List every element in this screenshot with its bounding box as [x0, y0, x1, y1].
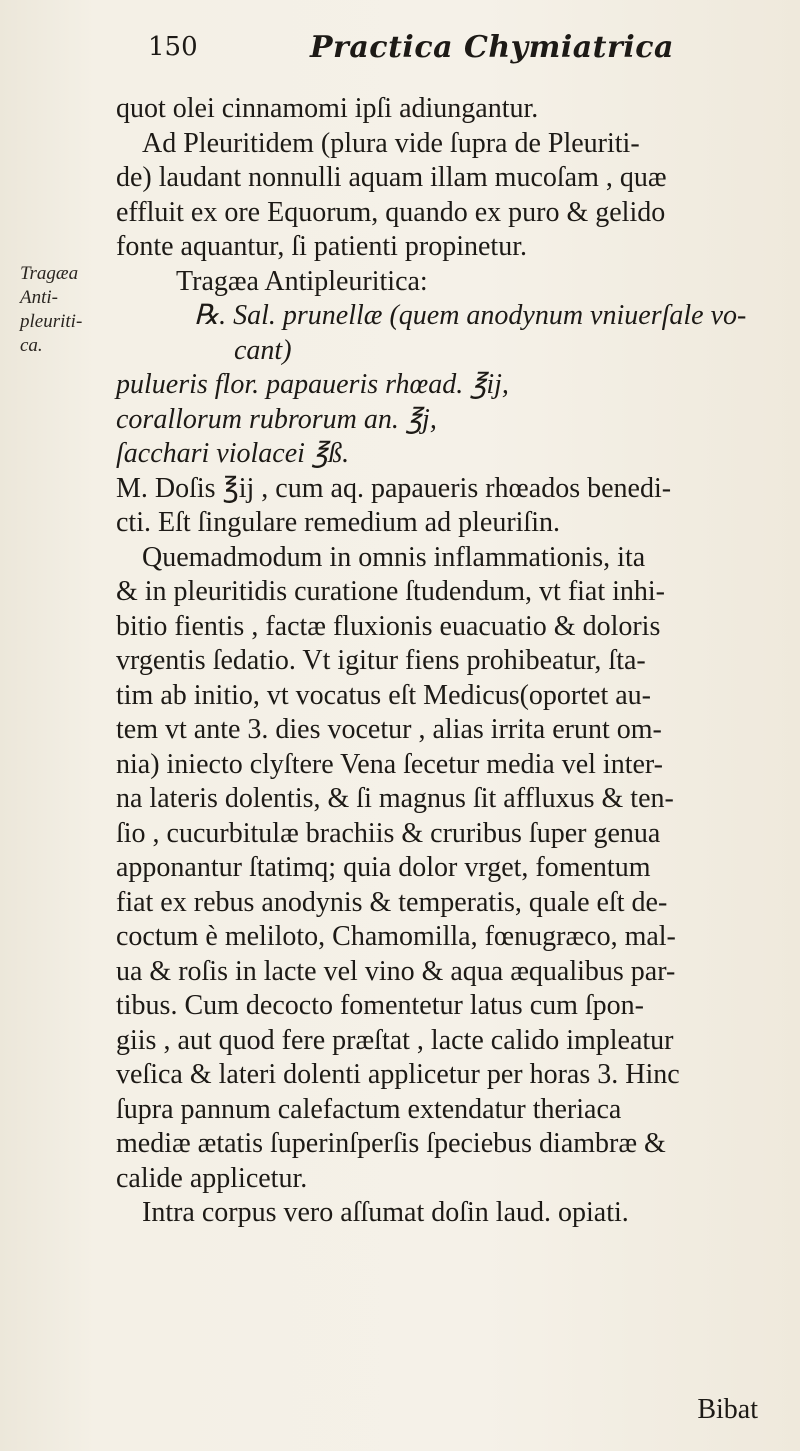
text-line: corallorum rubrorum an. ℥j,: [116, 403, 437, 435]
page-header: [148, 28, 768, 68]
text-line: calide applicetur.: [116, 1162, 308, 1194]
text-line: effluit ex ore Equorum, quando ex puro & gelido: [116, 196, 666, 228]
text-line: Tragæa Antipleuritica:: [176, 265, 428, 297]
margin-note-line: ca.: [20, 335, 43, 356]
text-line: tibus. Cum decocto fomentetur latus cum ſpon-: [116, 990, 645, 1021]
margin-note-line: Anti-: [20, 287, 58, 308]
text-line: tem vt ante 3. dies vocetur , alias irrita erunt om-: [116, 714, 662, 745]
text-line: ℞. Sal. prunellæ (quem anodynum vniuerſale vo-: [194, 300, 747, 331]
text-line: cant): [234, 334, 292, 366]
text-line: vrgentis ſedatio. Vt igitur fiens prohibeatur, ſta-: [116, 645, 646, 676]
text-line: Intra corpus vero aſſumat doſin laud. opiati.: [142, 1197, 629, 1228]
text-line: ſupra pannum calefactum extendatur theriaca: [116, 1093, 622, 1125]
margin-note: [20, 262, 112, 358]
text-line: Ad Pleuritidem (plura vide ſupra de Pleuriti-: [142, 127, 640, 159]
text-line: M. Doſis ℥ij , cum aq. papaueris rhœados benedi-: [116, 472, 672, 504]
margin-note-line: pleuriti-: [20, 311, 83, 332]
text-line: veſica & lateri dolenti applicetur per horas 3. Hinc: [116, 1059, 680, 1090]
text-line: coctum è meliloto, Chamomilla, fœnugræco, mal-: [116, 921, 676, 952]
text-line: de) laudant nonnulli aquam illam mucoſam , quæ: [116, 162, 667, 193]
text-line: pulueris flor. papaueris rhœad. ℥ij,: [116, 369, 509, 400]
text-line: apponantur ſtatimq; quia dolor vrget, fomentum: [116, 852, 651, 883]
text-line: quot olei cinnamomi ipſi adiungantur.: [116, 93, 539, 124]
text-line: Quemadmodum in omnis inflammationis, ita: [142, 541, 646, 573]
text-line: na lateris dolentis, & ſi magnus ſit affluxus & ten-: [116, 783, 674, 814]
catchword: Bibat: [697, 1394, 758, 1425]
text-line: giis , aut quod fere præſtat , lacte calido impleatur: [116, 1024, 674, 1056]
text-line: ua & roſis in lacte vel vino & aqua æqualibus par-: [116, 955, 676, 987]
text-line: ſacchari violacei ℥ß.: [116, 438, 350, 469]
text-line: & in pleuritidis curatione ſtudendum, vt fiat inhi-: [116, 576, 666, 607]
page-number: 150: [148, 32, 198, 62]
text-line: fonte aquantur, ſi patienti propinetur.: [116, 231, 527, 262]
margin-note-line: Tragæa: [20, 263, 79, 284]
text-line: fiat ex rebus anodynis & temperatis, quale eſt de-: [116, 886, 668, 918]
text-line: ſio , cucurbitulæ brachiis & cruribus ſuper genua: [116, 817, 661, 849]
body-text: [116, 92, 796, 1231]
text-line: cti. Eſt ſingulare remedium ad pleuriſin.: [116, 507, 560, 538]
running-head: Practica Chymiatrica: [310, 30, 674, 65]
text-line: tim ab initio, vt vocatus eſt Medicus(oportet au-: [116, 679, 651, 711]
text-line: bitio fientis , factæ fluxionis euacuatio & doloris: [116, 610, 661, 642]
text-line: mediæ ætatis ſuperinſperſis ſpeciebus diambræ &: [116, 1128, 666, 1159]
text-line: nia) iniecto clyſtere Vena ſecetur media vel inter-: [116, 748, 663, 780]
